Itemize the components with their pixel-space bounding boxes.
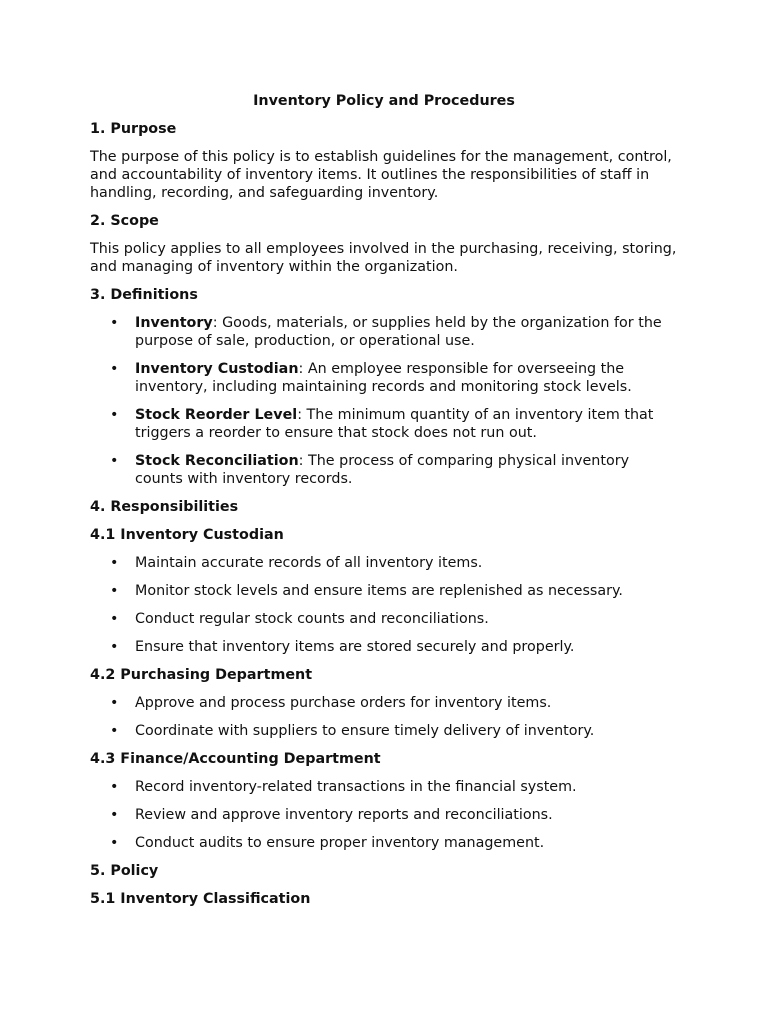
scope-paragraph: This policy applies to all employees involved in the purchasing, receiving, storing, and managing of inventory within the organization.	[90, 241, 677, 275]
definition-text: : An employee responsible for overseeing the inventory, including maintaining records and monitoring stock levels.	[135, 361, 632, 395]
purchasing-list	[90, 694, 678, 740]
bullet-icon: •	[110, 695, 119, 711]
list-item	[90, 406, 678, 442]
definition-term: Stock Reorder Level	[135, 407, 298, 423]
list-item-text: Approve and process purchase orders for inventory items.	[135, 695, 552, 711]
list-item	[90, 360, 678, 396]
definitions-heading: 3. Definitions	[90, 287, 198, 303]
definition-text: : Goods, materials, or supplies held by the organization for the purpose of sale, production, or operational use.	[135, 315, 662, 349]
scope-heading: 2. Scope	[90, 213, 159, 229]
list-item	[90, 638, 678, 656]
bullet-icon: •	[110, 583, 119, 599]
list-item-text: Review and approve inventory reports and reconciliations.	[135, 807, 553, 823]
bullet-icon: •	[110, 315, 119, 331]
list-item	[90, 610, 678, 628]
list-item-text: Coordinate with suppliers to ensure timely delivery of inventory.	[135, 723, 595, 739]
bullet-icon: •	[110, 807, 119, 823]
list-item	[90, 554, 678, 572]
list-item-text: Ensure that inventory items are stored securely and properly.	[135, 639, 575, 655]
bullet-icon: •	[110, 723, 119, 739]
list-item-text: Monitor stock levels and ensure items are replenished as necessary.	[135, 583, 623, 599]
list-item-text: Maintain accurate records of all inventory items.	[135, 555, 483, 571]
definition-term: Inventory	[135, 315, 213, 331]
list-item-text: Conduct regular stock counts and reconciliations.	[135, 611, 489, 627]
responsibilities-heading: 4. Responsibilities	[90, 499, 239, 515]
bullet-icon: •	[110, 555, 119, 571]
bullet-icon: •	[110, 361, 119, 377]
policy-heading: 5. Policy	[90, 863, 159, 879]
definitions-list	[90, 314, 678, 488]
purpose-paragraph: The purpose of this policy is to establish guidelines for the management, control, and accountability of inventory items. It outlines the responsibilities of staff in handling, recording, and safeguarding inventory.	[90, 149, 672, 201]
document-title: Inventory Policy and Procedures	[253, 93, 515, 109]
list-item-text: Record inventory-related transactions in the financial system.	[135, 779, 577, 795]
definition-text: : The process of comparing physical inventory counts with inventory records.	[135, 453, 630, 487]
list-item-text: Conduct audits to ensure proper inventory management.	[135, 835, 545, 851]
list-item	[90, 778, 678, 796]
list-item	[90, 452, 678, 488]
custodian-list	[90, 554, 678, 656]
list-item	[90, 806, 678, 824]
bullet-icon: •	[110, 835, 119, 851]
bullet-icon: •	[110, 779, 119, 795]
bullet-icon: •	[110, 407, 119, 423]
custodian-subheading: 4.1 Inventory Custodian	[90, 527, 284, 543]
finance-subheading: 4.3 Finance/Accounting Department	[90, 751, 381, 767]
list-item	[90, 694, 678, 712]
definition-term: Stock Reconciliation	[135, 453, 299, 469]
definition-term: Inventory Custodian	[135, 361, 299, 377]
list-item	[90, 314, 678, 350]
definition-text: : The minimum quantity of an inventory item that triggers a reorder to ensure that stock does not run out.	[135, 407, 654, 441]
bullet-icon: •	[110, 453, 119, 469]
bullet-icon: •	[110, 639, 119, 655]
finance-list	[90, 778, 678, 852]
bullet-icon: •	[110, 611, 119, 627]
purchasing-subheading: 4.2 Purchasing Department	[90, 667, 313, 683]
list-item	[90, 722, 678, 740]
list-item	[90, 834, 678, 852]
classification-subheading: 5.1 Inventory Classification	[90, 891, 311, 907]
list-item	[90, 582, 678, 600]
purpose-heading: 1. Purpose	[90, 121, 177, 137]
